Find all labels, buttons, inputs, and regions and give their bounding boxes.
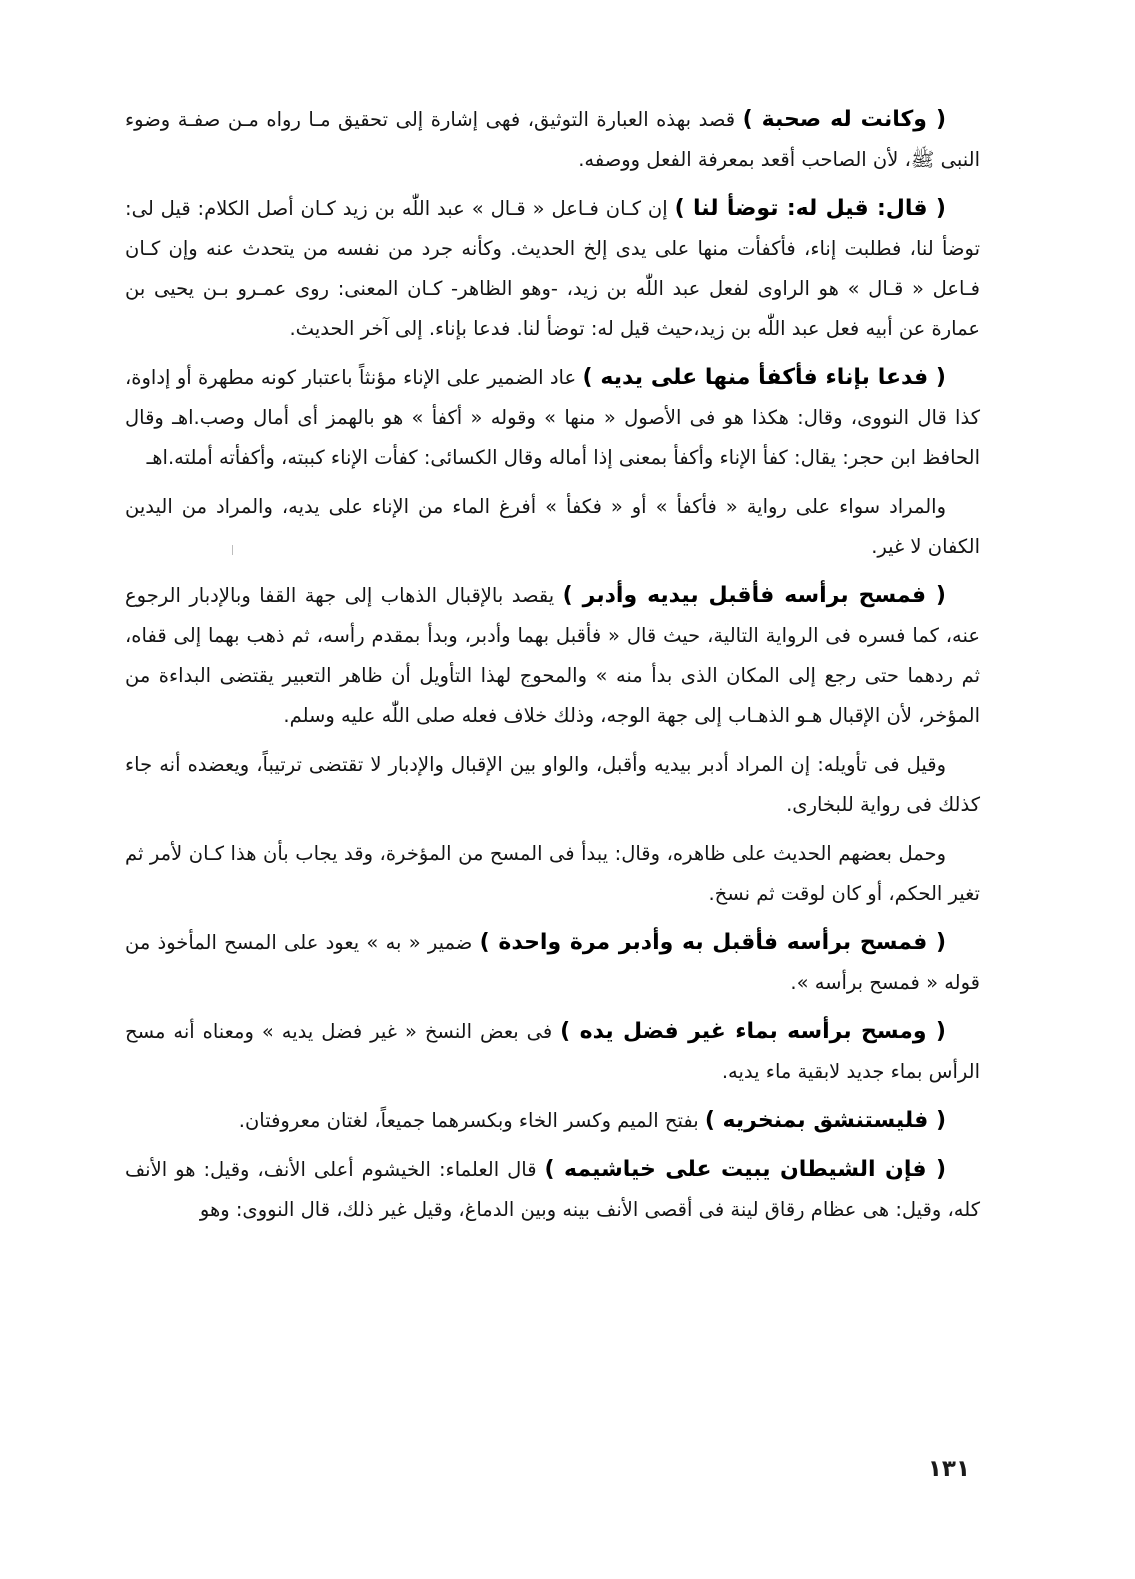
paragraph-8 bbox=[125, 923, 980, 1003]
entry-text: وحمل بعضهم الحديث على ظاهره، وقال: يبدأ فى المسح من المؤخرة، وقد يجاب بأن هذا كـان لأمر ثم تغير الحكم، أو كان لوقت ثم نسخ. bbox=[125, 842, 980, 905]
paragraph-5 bbox=[125, 576, 980, 736]
paragraph-6 bbox=[125, 745, 980, 825]
paragraph-3 bbox=[125, 358, 980, 478]
entry-text: بفتح الميم وكسر الخاء وبكسرهما جميعاً، لغتان معروفتان. bbox=[238, 1109, 705, 1132]
entry-heading: ( فليستنشق بمنخريه ) bbox=[704, 1108, 946, 1133]
paragraph-1 bbox=[125, 100, 980, 180]
entry-text: قال العلماء: الخيشوم أعلى الأنف، وقيل: هو الأنف كله، وقيل: هى عظام رقاق لينة فى أقصى الأنف بينه وبين الدماغ، وقيل غير ذلك، قال النووى: وهو bbox=[125, 1158, 980, 1221]
page-number: ١٣١ bbox=[927, 1456, 970, 1482]
entry-text: فى بعض النسخ « غير فضل يديه » ومعناه أنه مسح الرأس بماء جديد لابقية ماء يديه. bbox=[125, 1020, 980, 1083]
entry-text: والمراد سواء على رواية « فأكفأ » أو « فكفأ » أفرغ الماء من الإناء على يديه، والمراد من اليدين الكفان لا غير. bbox=[125, 495, 980, 558]
entry-text: يقصد بالإقبال الذهاب إلى جهة القفا وبالإدبار الرجوع عنه، كما فسره فى الرواية التالية، حيث قال « فأقبل بهما وأدبر، وبدأ بمقدم رأسه، ثم ذهب بهما إلى قفاه، ثم ردهما حتى رجع إلى المكان الذى بدأ منه » والمحوج لهذا التأويل أن ظاهر التعبير يقتضى البداءة من المؤخر، لأن الإقبال هـو الذهـاب إلى جهة الوجه، وذلك خلاف فعله صلى اللّٰه عليه وسلم. bbox=[125, 584, 980, 727]
entry-text: قصد بهذه العبارة التوثيق، فهى إشارة إلى تحقيق مـا رواه مـن صفـة وضوء النبى ﷺ، لأن الصاحب أقعد بمعرفة الفعل ووصفه. bbox=[125, 108, 980, 171]
entry-text: وقيل فى تأويله: إن المراد أدبر بيديه وأقبل، والواو بين الإقبال والإدبار لا تقتضى ترتيباً، ويعضده أنه جاء كذلك فى رواية للبخارى. bbox=[125, 753, 980, 816]
entry-heading: ( قال: قيل له: توضأ لنا ) bbox=[674, 196, 946, 221]
entry-heading: ( فدعا بإناء فأكفأ منها على يديه ) bbox=[582, 365, 946, 390]
page-body bbox=[125, 100, 980, 1239]
entry-heading: ( وكانت له صحبة ) bbox=[742, 107, 946, 132]
paragraph-4 bbox=[125, 487, 980, 567]
entry-heading: ( فمسح برأسه فأقبل بيديه وأدبر ) bbox=[562, 583, 946, 608]
entry-heading: ( ومسح برأسه بماء غير فضل يده ) bbox=[560, 1019, 946, 1044]
paragraph-11 bbox=[125, 1150, 980, 1230]
entry-text: ضمير « به » يعود على المسح المأخوذ من قوله « فمسح برأسه ». bbox=[125, 931, 980, 994]
entry-text: إن كـان فـاعل « قـال » عبد اللّٰه بن زيد كـان أصل الكلام: قيل لى: توضأ لنا، فطلبت إناء، فأكفأت منها على يدى إلخ الحديث. وكأنه جرد من نفسه من يتحدث عنه وإن كـان فـاعل « قـال » هو الراوى لفعل عبد اللّٰه بن زيد، -وهو الظاهر- كـان المعنى: روى عمـرو بـن يحيى بن عمارة عن أبيه فعل عبد اللّٰه بن زيد،حيث قيل له: توضأ لنا. فدعا بإناء. إلى آخر الحديث. bbox=[125, 197, 980, 340]
entry-heading: ( فمسح برأسه فأقبل به وأدبر مرة واحدة ) bbox=[479, 930, 947, 955]
entry-heading: ( فإن الشيطان يبيت على خياشيمه ) bbox=[544, 1157, 946, 1182]
entry-text: عاد الضمير على الإناء مؤنثاً باعتبار كونه مطهرة أو إداوة، كذا قال النووى، وقال: هكذا هو فى الأصول « منها » وقوله « أكفأ » هو بالهمز أى أمال وصب.اهـ وقال الحافظ ابن حجر: يقال: كفأ الإناء وأكفأ بمعنى إذا أماله وقال الكسائى: كفأت الإناء كببته، وأكفأته أملته.اهـ bbox=[125, 366, 980, 469]
paragraph-9 bbox=[125, 1012, 980, 1092]
paragraph-2 bbox=[125, 189, 980, 349]
paragraph-10 bbox=[125, 1101, 980, 1141]
paragraph-7 bbox=[125, 834, 980, 914]
margin-mark bbox=[232, 545, 233, 555]
